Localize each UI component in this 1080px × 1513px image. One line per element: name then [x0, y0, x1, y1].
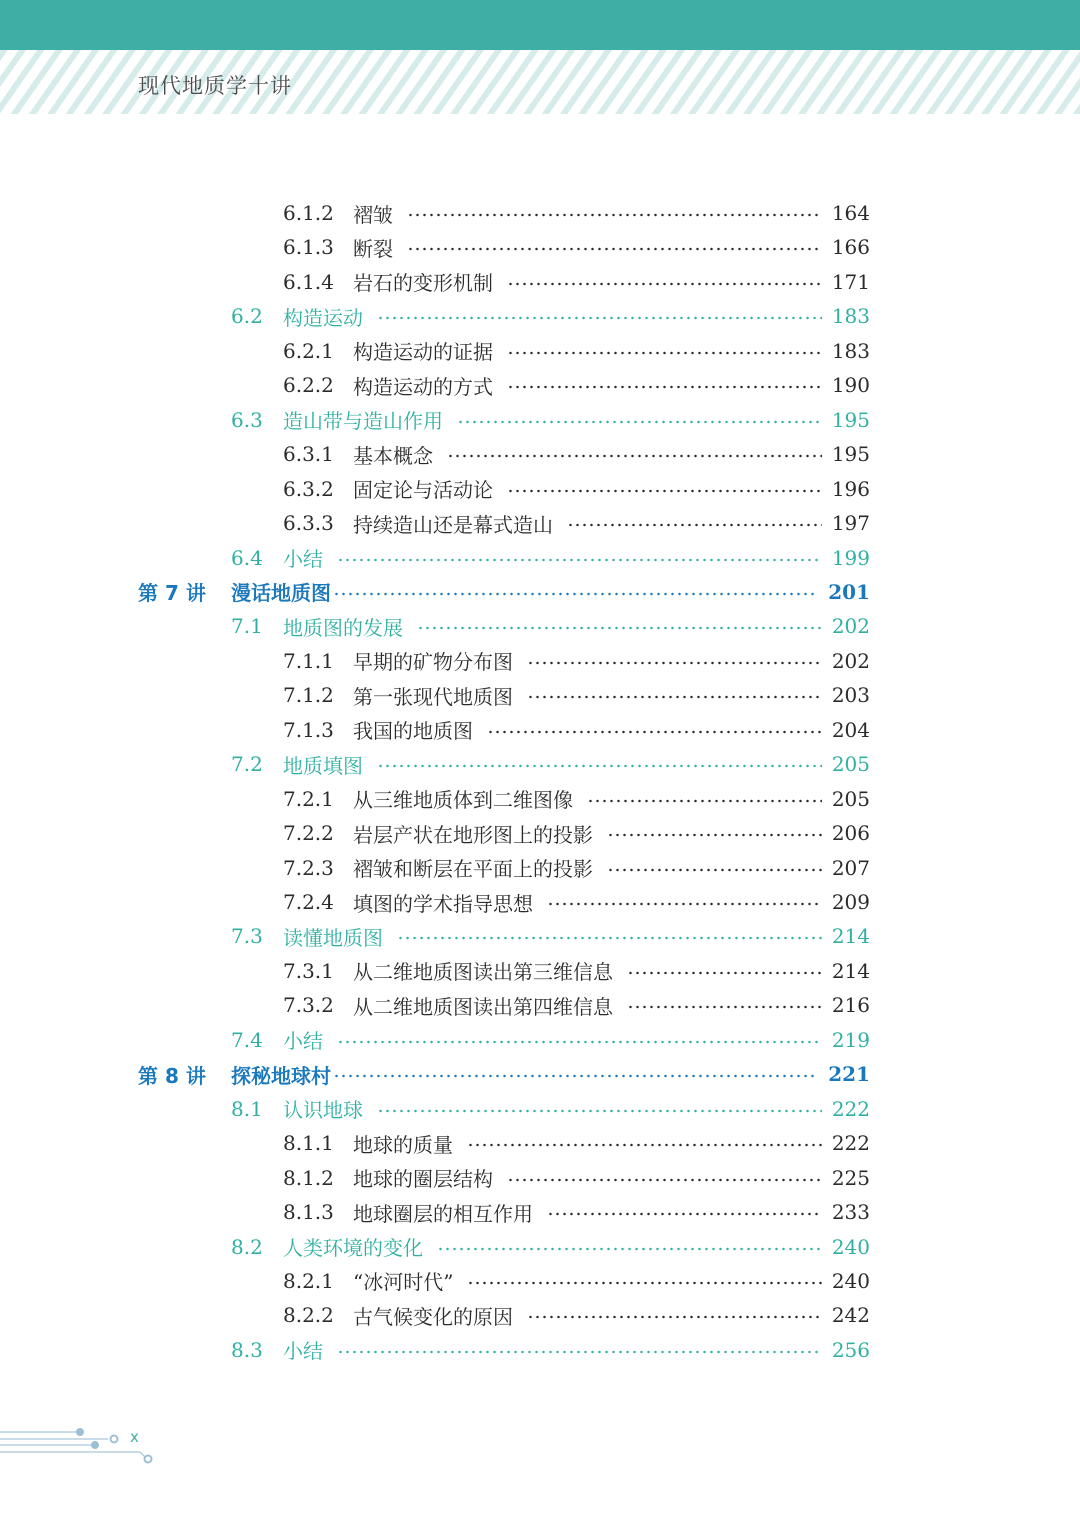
dot-leader	[487, 730, 822, 734]
toc-section-entry[interactable]	[231, 919, 870, 953]
toc-entry-number: 6.1.3	[283, 235, 334, 260]
toc-entry-title: 褶皱和断层在平面上的投影	[353, 857, 593, 882]
toc-section-entry[interactable]	[231, 1333, 870, 1367]
toc-entry-title: 人类环境的变化	[283, 1236, 423, 1260]
toc-entry-title: 构造运动的证据	[353, 340, 493, 365]
toc-subsection-entry[interactable]	[283, 1298, 870, 1332]
toc-entry-number: 6.2.2	[283, 373, 334, 398]
toc-entry-title: 我国的地质图	[353, 719, 473, 744]
toc-entry-title: 地质图的发展	[283, 615, 403, 640]
toc-entry-title: 地球的质量	[353, 1132, 453, 1157]
toc-entry-number: 7.4	[231, 1027, 263, 1052]
toc-subsection-entry[interactable]	[283, 1195, 870, 1229]
toc-entry-page: 183	[831, 304, 870, 329]
toc-entry-page: 233	[831, 1200, 870, 1225]
dot-leader	[527, 661, 822, 665]
toc-entry-number: 8.2.2	[283, 1303, 334, 1328]
dot-leader	[507, 351, 822, 355]
toc-subsection-entry[interactable]	[283, 1264, 870, 1298]
toc-subsection-entry[interactable]	[283, 196, 870, 230]
toc-entry-page: 183	[831, 338, 870, 363]
dot-leader	[337, 1350, 822, 1354]
toc-entry-title: 从三维地质体到二维图像	[353, 788, 573, 813]
dot-leader	[607, 868, 822, 872]
toc-entry-number: 7.1.1	[283, 648, 334, 673]
toc-entry-page: 242	[831, 1303, 870, 1328]
dot-leader	[377, 1109, 822, 1113]
toc-entry-number: 6.2	[231, 304, 263, 329]
toc-entry-number: 7.2.4	[283, 890, 334, 914]
toc-entry-number: 7.2.3	[283, 855, 334, 880]
toc-entry-page: 240	[831, 1268, 870, 1293]
dot-leader	[507, 282, 822, 286]
toc-entry-page: 205	[831, 752, 870, 777]
toc-subsection-entry[interactable]	[283, 816, 870, 850]
toc-entry-number: 6.3	[231, 407, 263, 432]
toc-entry-number: 7.2.2	[283, 821, 334, 846]
dot-leader	[337, 1040, 822, 1044]
toc-section-entry[interactable]	[231, 747, 870, 781]
toc-entry-page: 219	[831, 1027, 870, 1052]
toc-entry-title: 构造运动的方式	[353, 374, 493, 399]
toc-subsection-entry[interactable]	[283, 265, 870, 299]
toc-entry-title: 固定论与活动论	[353, 478, 493, 503]
dot-leader	[507, 385, 822, 389]
toc-section-entry[interactable]	[231, 1230, 870, 1264]
toc-subsection-entry[interactable]	[283, 988, 870, 1022]
dot-leader	[547, 1212, 822, 1216]
toc-entry-number: 6.3.3	[283, 511, 334, 536]
toc-entry-title: 造山带与造山作用	[283, 409, 443, 434]
toc-entry-number: 6.4	[231, 545, 263, 570]
running-head-book-title: 现代地质学十讲	[138, 74, 292, 98]
toc-entry-number: 7.1.3	[283, 717, 334, 742]
dot-leader	[527, 1315, 822, 1319]
toc-entry-title: 地球的圈层结构	[353, 1167, 493, 1192]
toc-entry-page: 197	[831, 511, 870, 536]
toc-entry-title: 地质填图	[283, 753, 363, 778]
header-color-band	[0, 0, 1080, 50]
dot-leader	[407, 213, 822, 217]
toc-entry-page: 205	[831, 786, 870, 811]
toc-entry-page: 222	[831, 1096, 870, 1121]
toc-entry-title: 基本概念	[353, 443, 433, 468]
toc-subsection-entry[interactable]	[283, 334, 870, 368]
dot-leader	[377, 764, 822, 768]
dot-leader	[407, 247, 822, 251]
toc-entry-title: 小结	[283, 1029, 323, 1054]
toc-entry-title: 从二维地质图读出第四维信息	[353, 994, 613, 1019]
toc-section-entry[interactable]	[231, 299, 870, 333]
toc-entry-number: 8.1.1	[283, 1131, 334, 1156]
toc-entry-number: 8.3	[231, 1337, 263, 1362]
toc-entry-title: 持续造山还是幕式造山	[353, 512, 553, 537]
dot-leader	[337, 558, 822, 562]
toc-entry-number: 第 8 讲	[138, 1063, 206, 1088]
dot-leader	[447, 454, 822, 458]
toc-entry-page: 240	[831, 1234, 870, 1259]
dot-leader	[567, 523, 822, 527]
toc-section-entry[interactable]	[231, 541, 870, 575]
toc-subsection-entry[interactable]	[283, 885, 870, 919]
dot-leader	[527, 695, 822, 699]
toc-subsection-entry[interactable]	[283, 678, 870, 712]
toc-entry-number: 7.3.1	[283, 958, 334, 983]
toc-subsection-entry[interactable]	[283, 437, 870, 471]
toc-entry-title: 填图的学术指导思想	[353, 891, 533, 916]
dot-leader	[587, 799, 822, 803]
toc-entry-number: 7.1	[231, 614, 263, 639]
toc-entry-page: 214	[831, 924, 870, 949]
toc-section-entry[interactable]	[231, 1023, 870, 1057]
dot-leader	[333, 592, 818, 596]
dot-leader	[467, 1281, 821, 1285]
toc-entry-number: 6.3.1	[283, 442, 334, 467]
toc-entry-number: 8.2.1	[283, 1268, 334, 1293]
toc-section-entry[interactable]	[231, 609, 870, 643]
toc-entry-number: 8.1.3	[283, 1200, 334, 1225]
toc-entry-page: 203	[831, 683, 870, 708]
dot-leader	[507, 1178, 822, 1182]
toc-entry-page: 171	[831, 269, 870, 294]
toc-entry-number: 第 7 讲	[138, 581, 206, 606]
toc-entry-page: 221	[828, 1062, 870, 1087]
dot-leader	[377, 316, 822, 320]
toc-entry-page: 206	[831, 821, 870, 846]
toc-entry-title: 从二维地质图读出第三维信息	[353, 960, 613, 985]
toc-entry-page: 190	[831, 373, 870, 398]
toc-entry-page: 199	[831, 545, 870, 570]
page-number: x	[130, 1428, 139, 1446]
toc-subsection-entry[interactable]	[283, 506, 870, 540]
toc-entry-title: 地球圈层的相互作用	[353, 1201, 533, 1226]
toc-entry-page: 195	[831, 407, 870, 432]
toc-entry-page: 166	[831, 235, 870, 260]
toc-entry-title: 小结	[283, 547, 323, 571]
toc-subsection-entry[interactable]	[283, 472, 870, 506]
toc-entry-title: 早期的矿物分布图	[353, 650, 513, 675]
toc-entry-title: 读懂地质图	[283, 925, 383, 950]
toc-entry-page: 202	[831, 648, 870, 673]
toc-entry-page: 256	[831, 1337, 870, 1362]
toc-subsection-entry[interactable]	[283, 851, 870, 885]
toc-entry-number: 7.1.2	[283, 683, 334, 708]
toc-entry-page: 195	[831, 442, 870, 467]
toc-chapter-entry[interactable]	[138, 1057, 870, 1091]
dot-leader	[333, 1074, 818, 1078]
toc-entry-number: 6.3.2	[283, 476, 334, 501]
dot-leader	[397, 936, 822, 940]
toc-entry-title: “冰河时代”	[353, 1270, 454, 1295]
toc-entry-page: 207	[831, 855, 870, 880]
toc-entry-title: 认识地球	[283, 1098, 363, 1123]
toc-entry-title: 漫话地质图	[231, 581, 331, 606]
toc-entry-title: 古气候变化的原因	[353, 1304, 513, 1329]
dot-leader	[547, 902, 822, 906]
dot-leader	[417, 626, 822, 630]
toc-subsection-entry[interactable]	[283, 368, 870, 402]
toc-entry-number: 6.1.2	[283, 201, 334, 225]
toc-entry-number: 6.1.4	[283, 269, 334, 294]
toc-entry-title: 小结	[283, 1339, 323, 1364]
dot-leader	[457, 420, 822, 424]
dot-leader	[437, 1247, 822, 1251]
toc-entry-page: 225	[831, 1165, 870, 1190]
toc-subsection-entry[interactable]	[283, 782, 870, 816]
dot-leader	[627, 1005, 822, 1009]
toc-entry-title: 褶皱	[353, 202, 393, 227]
toc-entry-title: 岩石的变形机制	[353, 271, 493, 296]
toc-entry-page: 209	[831, 890, 870, 914]
toc-entry-number: 8.1.2	[283, 1165, 334, 1190]
toc-entry-title: 探秘地球村	[231, 1063, 331, 1088]
toc-entry-title: 第一张现代地质图	[353, 684, 513, 709]
toc-entry-number: 7.3.2	[283, 993, 334, 1018]
toc-entry-title: 构造运动	[283, 305, 363, 330]
toc-entry-number: 8.1	[231, 1096, 263, 1121]
toc-subsection-entry[interactable]	[283, 954, 870, 988]
circuit-decoration-icon	[0, 1420, 170, 1470]
toc-subsection-entry[interactable]	[283, 644, 870, 678]
toc-section-entry[interactable]	[231, 1092, 870, 1126]
toc-entry-page: 201	[828, 579, 870, 604]
toc-subsection-entry[interactable]	[283, 713, 870, 747]
toc-entry-page: 216	[831, 993, 870, 1018]
toc-entry-page: 214	[831, 958, 870, 983]
toc-entry-page: 202	[831, 614, 870, 639]
toc-chapter-entry[interactable]	[138, 575, 870, 609]
dot-leader	[507, 489, 822, 493]
toc-entry-page: 164	[831, 201, 870, 225]
toc-entry-title: 岩层产状在地形图上的投影	[353, 822, 593, 847]
toc-section-entry[interactable]	[231, 403, 870, 437]
toc-entry-page: 222	[831, 1131, 870, 1156]
toc-entry-page: 196	[831, 476, 870, 501]
dot-leader	[607, 833, 822, 837]
toc-entry-number: 7.2	[231, 752, 263, 777]
toc-entry-number: 8.2	[231, 1234, 263, 1259]
toc-subsection-entry[interactable]	[283, 1161, 870, 1195]
dot-leader	[467, 1143, 822, 1147]
dot-leader	[627, 971, 822, 975]
toc-entry-number: 6.2.1	[283, 338, 334, 363]
toc-entry-number: 7.2.1	[283, 786, 334, 811]
toc-entry-page: 204	[831, 717, 870, 742]
toc-subsection-entry[interactable]	[283, 1126, 870, 1160]
toc-entry-title: 断裂	[353, 236, 393, 261]
toc-entry-number: 7.3	[231, 924, 263, 949]
toc-subsection-entry[interactable]	[283, 230, 870, 264]
